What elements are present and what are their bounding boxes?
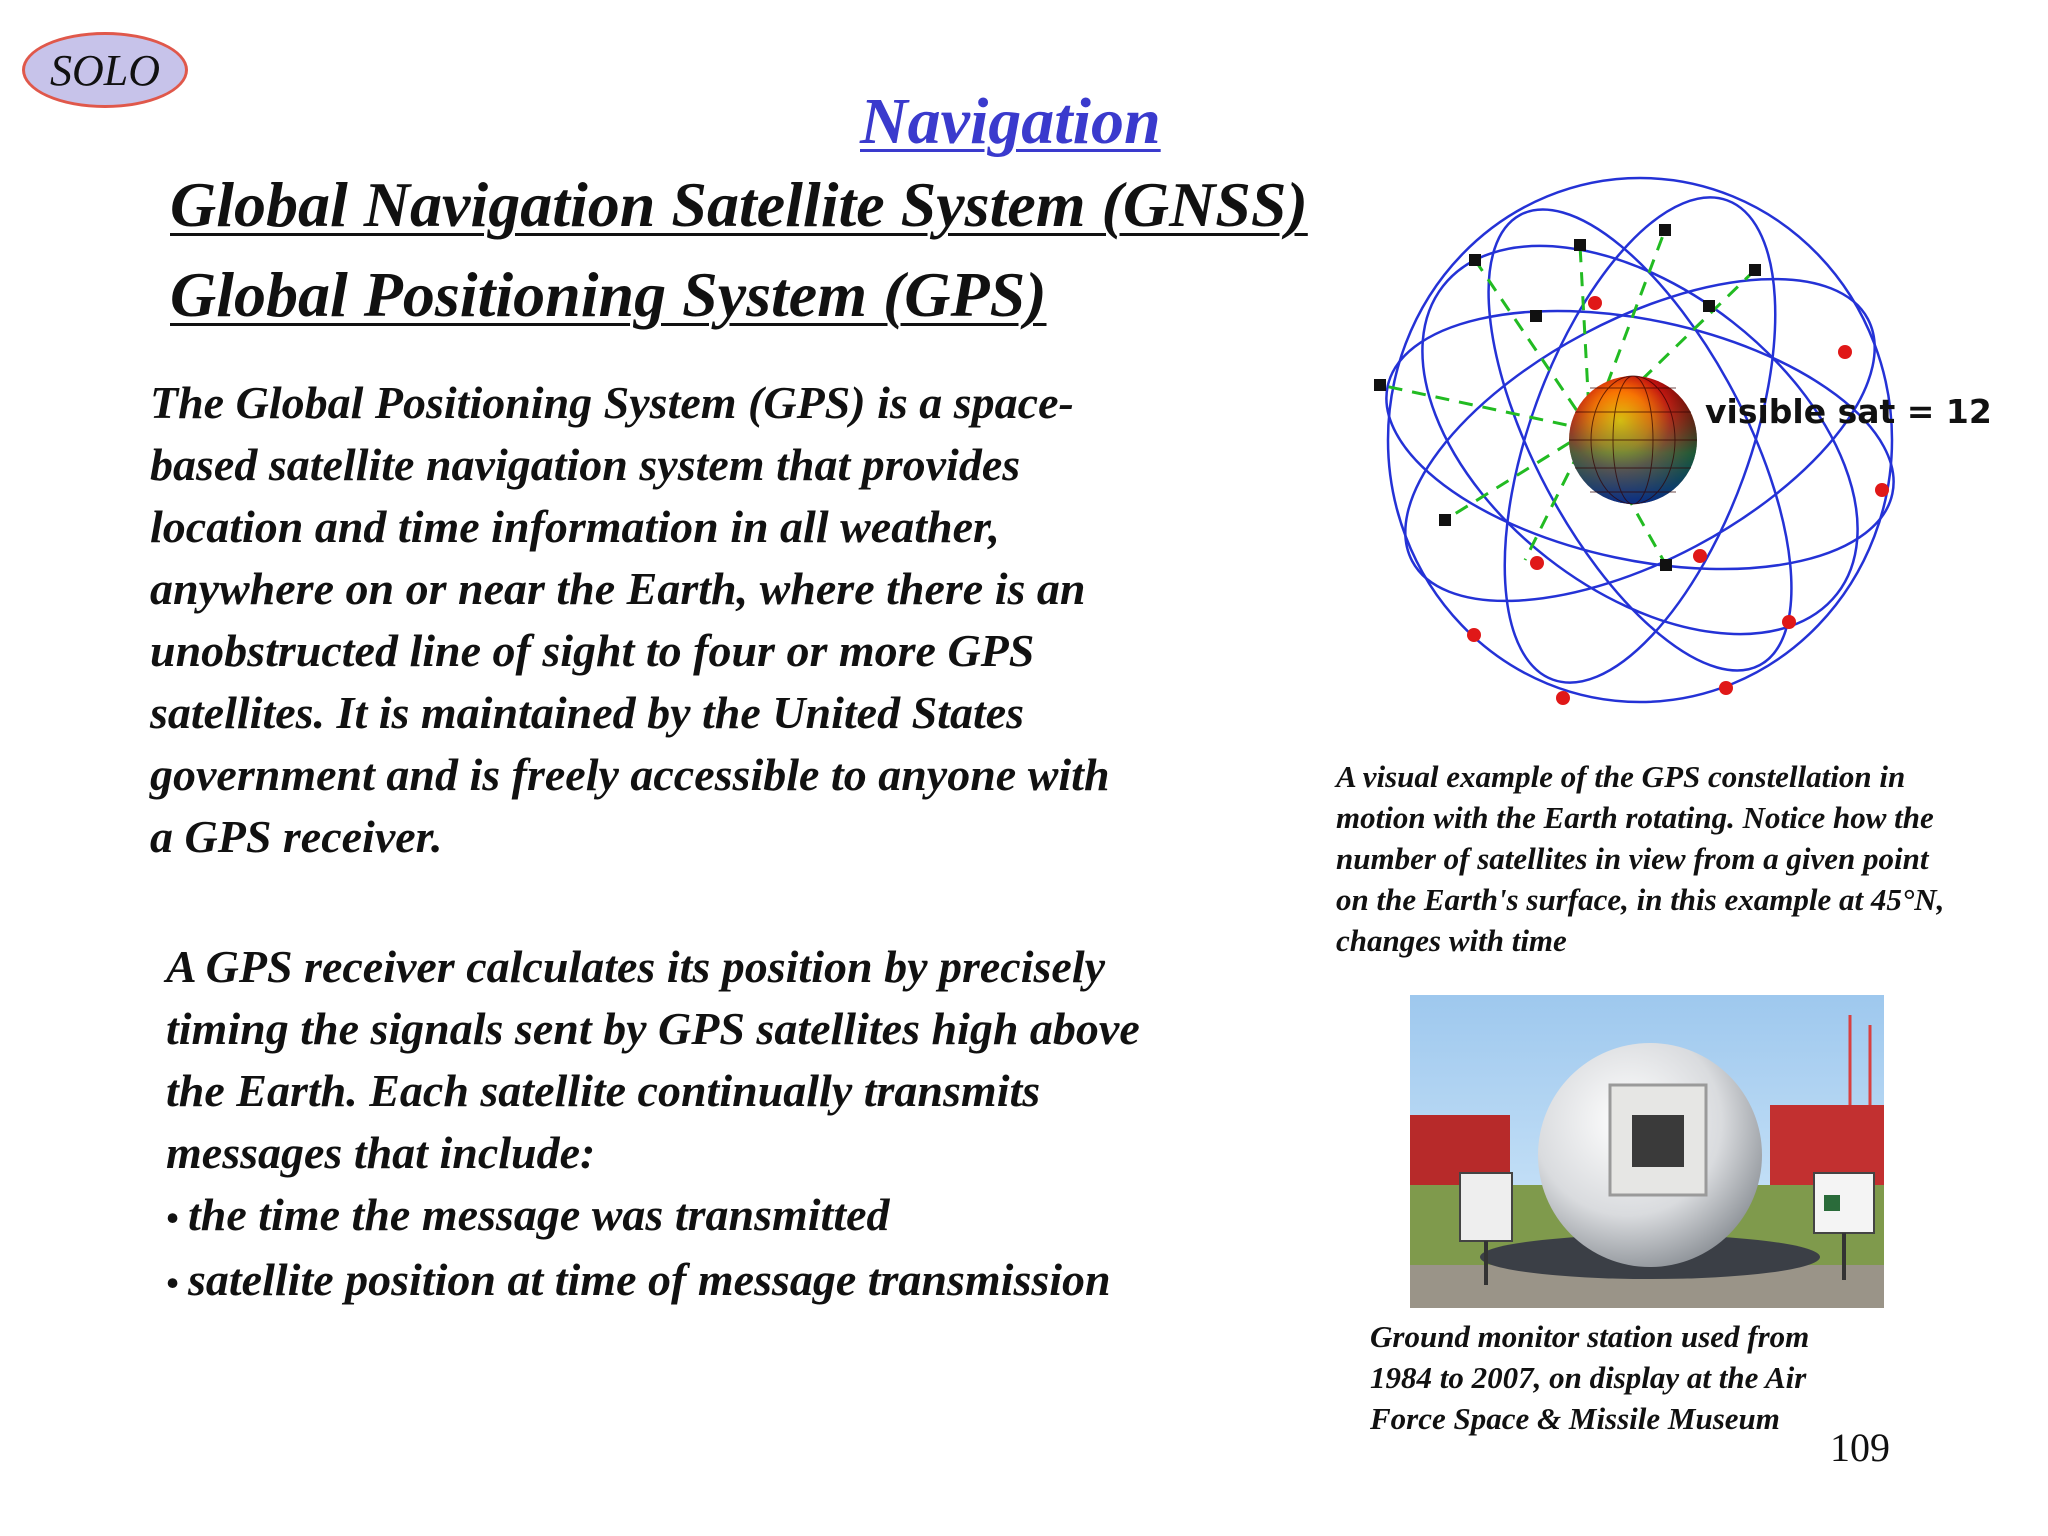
dome-hatch xyxy=(1610,1085,1706,1195)
satellites-hidden xyxy=(1467,296,1889,705)
list-item xyxy=(166,1249,1326,1314)
paragraph-gps-receiver: A GPS receiver calculates its position by precisely timing the signals sent by GPS satellites high above the Earth. Each satellite continually transmits messages that include: xyxy=(166,941,1140,1178)
gps-receiver-section xyxy=(166,936,1326,1314)
heading-gps: Global Positioning System (GPS) xyxy=(170,259,1047,330)
ground-station-caption: Ground monitor station used from 1984 to 2007, on display at the Air Force Space & Missile Museum xyxy=(1370,1319,1810,1436)
constellation-caption: A visual example of the GPS constellation in motion with the Earth rotating. Notice how the number of satellites in view from a given point on the Earth's surface, in this example at 45°N, changes with time xyxy=(1336,759,1945,958)
ground-monitor-station-photo xyxy=(1410,995,1884,1308)
visible-satellite-count: visible sat = 12 xyxy=(1705,392,1992,431)
bullet-icon: • xyxy=(166,1263,179,1303)
satellites-visible xyxy=(1374,224,1761,571)
list-item xyxy=(166,1184,1326,1249)
bullet-text: the time the message was transmitted xyxy=(188,1189,890,1240)
bullet-icon: • xyxy=(166,1198,179,1238)
heading-gnss: Global Navigation Satellite System (GNSS) xyxy=(170,169,1308,240)
page-title: Navigation xyxy=(860,85,1161,158)
solo-badge xyxy=(22,32,188,108)
gps-constellation-figure xyxy=(1370,160,1992,720)
paragraph-gps-definition: The Global Positioning System (GPS) is a space- based satellite navigation system that provides location and time information in all weather, anywhere on or near the Earth, where there is an unobstructed line of sight to four or more GPS satellites. It is maintained by the United States government and is freely accessible to anyone with a GPS receiver. xyxy=(150,377,1110,862)
earth-globe xyxy=(1569,376,1697,504)
page-number: 109 xyxy=(1830,1425,1890,1470)
solo-badge-label: SOLO xyxy=(49,45,161,95)
visibility-lines xyxy=(1380,230,1755,565)
bullet-text: satellite position at time of message transmission xyxy=(188,1254,1111,1305)
